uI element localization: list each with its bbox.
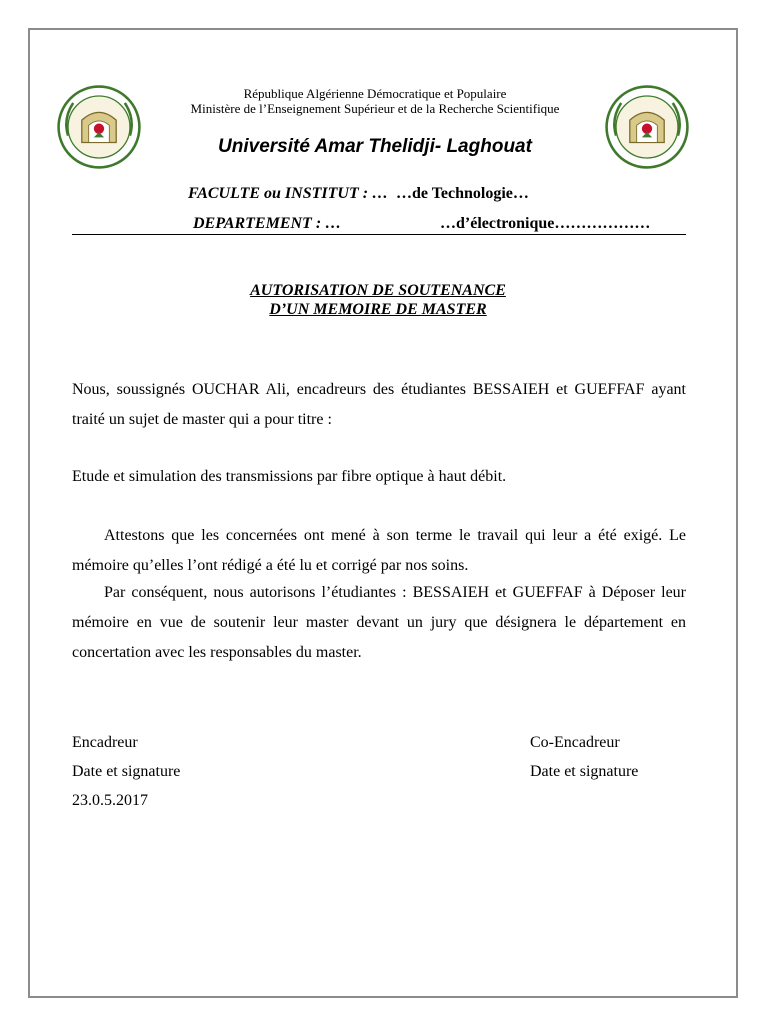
university-logo-left — [56, 84, 142, 170]
co-supervisor-role: Co-Encadreur — [530, 734, 620, 751]
intro-paragraph: Nous, soussignés OUCHAR Ali, encadreurs des étudiantes BESSAIEH et GUEFFAF ayant traité un sujet de master qui a pour titre : — [72, 381, 686, 428]
university-logo-right — [604, 84, 690, 170]
supervisor-date-signature-label: Date et signature — [72, 763, 181, 780]
document-title-line1: AUTORISATION DE SOUTENANCE — [250, 282, 506, 299]
supervisor-signature-block — [72, 728, 180, 815]
authorization-paragraph: Par conséquent, nous autorisons l’étudiantes : BESSAIEH et GUEFFAF à Déposer leur mémoire en vue de soutenir leur master devant un jury que désignera le département en concertation avec les responsables du master. — [72, 584, 686, 661]
university-name: Université Amar Thelidji- Laghouat — [218, 136, 532, 157]
attestation-paragraph: Attestons que les concernées ont mené à son terme le travail qui leur a été exigé. Le mémoire qu’elles l’ont rédigé a été lu et corrigé par nos soins. — [72, 527, 686, 574]
republic-line: République Algérienne Démocratique et Populaire — [243, 86, 507, 101]
thesis-title-paragraph: Etude et simulation des transmissions par fibre optique à haut débit. — [72, 468, 507, 485]
document-title-line2: D’UN MEMOIRE DE MASTER — [269, 301, 487, 318]
header-divider — [72, 234, 686, 235]
page-frame — [28, 28, 738, 998]
department-label: DEPARTEMENT : … — [193, 215, 342, 232]
faculty-value: …de Technologie… — [396, 185, 529, 202]
supervisor-role: Encadreur — [72, 734, 138, 751]
ministry-line: Ministère de l’Enseignement Supérieur et de la Recherche Scientifique — [190, 101, 560, 116]
faculty-label: FACULTE ou INSTITUT : … — [188, 185, 389, 202]
co-supervisor-date-signature-label: Date et signature — [530, 763, 639, 780]
supervisor-date: 23.0.5.2017 — [72, 792, 148, 809]
co-supervisor-signature-block — [530, 728, 638, 786]
department-value: …d’électronique……………… — [440, 215, 651, 232]
